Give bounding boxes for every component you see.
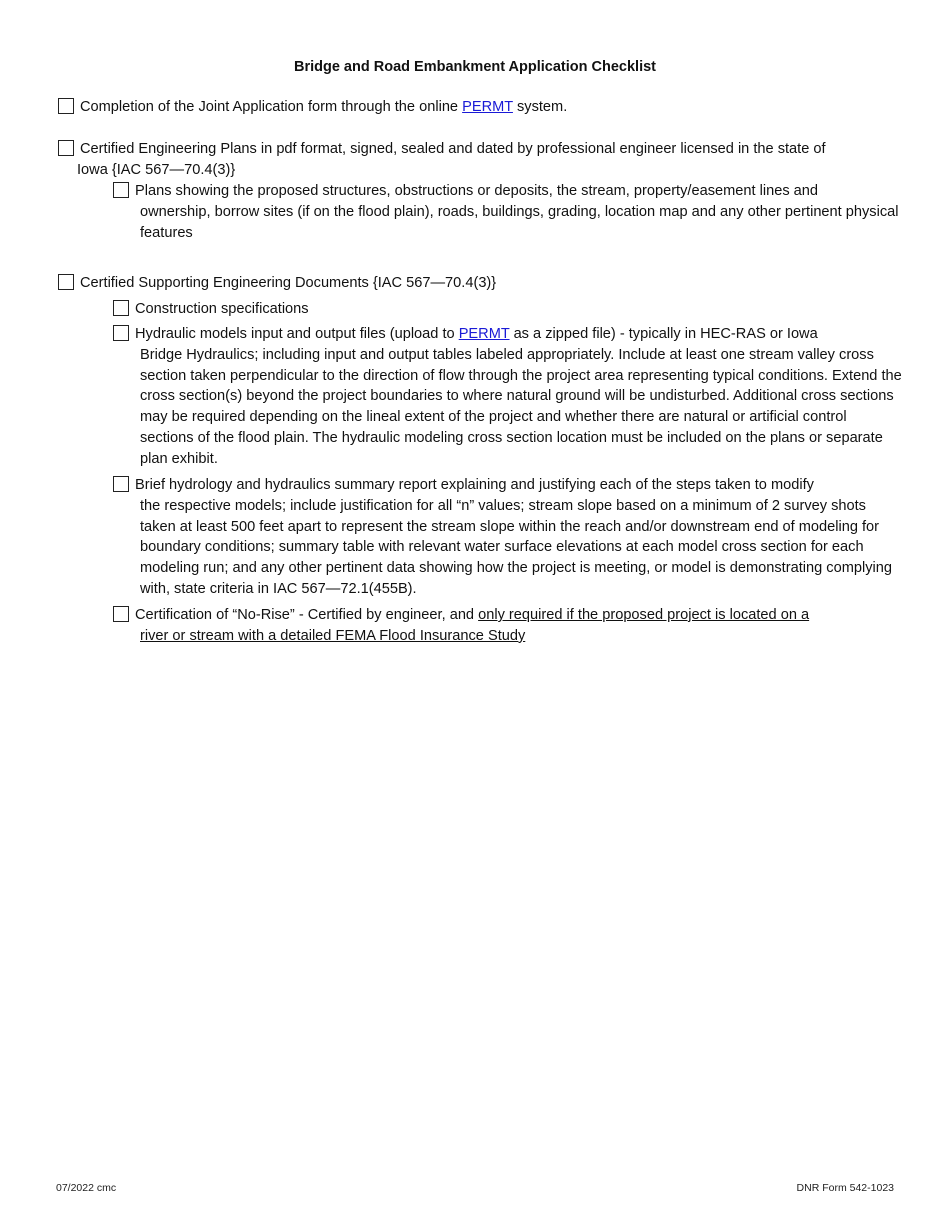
checklist-item-certified-plans: [57, 139, 897, 181]
hydraulic-models-rest: Bridge Hydraulics; including input and output tables labeled appropriately. Include at least one stream valley cross section taken perpendicular to the direction of flow through the project area representing typical conditions. Extend the cross section(s) beyond the project boundaries to where natural ground will be undisturbed. Additional cross sections may be required depending on the lineal extent of the project and whether there are natural or artificial control sections of the flood plain. The hydraulic modeling cross section location must be included on the plans or separate plan exhibit.: [140, 346, 902, 467]
hydrology-report-rest: the respective models; include justification for all “n” values; stream slope based on a minimum of 2 survey shots taken at least 500 feet apart to represent the stream slope within the reach and/or downstream end of modeling for boundary conditions; summary table with relevant water surface elevations at each model cross section for each modeling run; and any other pertinent data showing how the project is meeting, or model is demonstrating complying with, state criteria in IAC 567—72.1(455B).: [140, 497, 892, 597]
permt-link[interactable]: PERMT: [462, 99, 513, 115]
page-title: Bridge and Road Embankment Application Checklist: [293, 59, 657, 75]
supporting-docs-label: Certified Supporting Engineering Documents {IAC 567—70.4(3)}: [80, 275, 497, 291]
checklist-subitem-plans-showing: [113, 181, 903, 243]
checklist-subitem-construction-specs: [113, 299, 903, 320]
certified-plans-line1: Certified Engineering Plans in pdf format, signed, sealed and dated by professional engineer licensed in the state of: [80, 141, 826, 157]
footer-date: 07/2022 cmc: [56, 1182, 117, 1194]
checkbox-construction-specs[interactable]: [113, 300, 129, 316]
checklist-item-joint-application: [57, 97, 897, 118]
checkbox-supporting-docs[interactable]: [58, 274, 74, 290]
checkbox-hydrology-report[interactable]: [113, 476, 129, 492]
joint-application-text: Completion of the Joint Application form through the online: [80, 99, 463, 115]
checklist-subitem-hydraulic-models: [113, 324, 903, 470]
permt-link-hydraulic[interactable]: PERMT: [458, 326, 510, 342]
checklist-subitem-hydrology-report: [113, 475, 903, 600]
no-rise-condition-line2: river or stream with a detailed FEMA Flood Insurance Study: [140, 627, 526, 644]
footer-form-number: DNR Form 542-1023: [796, 1182, 894, 1194]
joint-application-text-end: system.: [512, 99, 568, 115]
checkbox-hydraulic-models[interactable]: [113, 325, 129, 341]
hydrology-report-line1: Brief hydrology and hydraulics summary report explaining and justifying each of the steps taken to modify: [135, 477, 814, 493]
checklist-subitem-no-rise: [113, 605, 903, 647]
checkbox-joint-application[interactable]: [58, 98, 74, 114]
checkbox-no-rise[interactable]: [113, 606, 129, 622]
certified-plans-line2: Iowa {IAC 567—70.4(3)}: [77, 161, 236, 178]
construction-specs-label: Construction specifications: [135, 301, 309, 317]
checkbox-plans-showing[interactable]: [113, 182, 129, 198]
plans-showing-rest: ownership, borrow sites (if on the flood plain), roads, buildings, grading, location map and any other pertinent physical features: [140, 203, 899, 241]
no-rise-condition-line1: only required if the proposed project is located on a: [478, 607, 810, 623]
checkbox-certified-plans[interactable]: [58, 140, 74, 156]
no-rise-text: Certification of “No-Rise” - Certified by engineer, and: [135, 607, 479, 623]
plans-showing-line1: Plans showing the proposed structures, obstructions or deposits, the stream, property/easement lines and: [135, 183, 819, 199]
hydraulic-models-text: Hydraulic models input and output files (upload to: [135, 326, 459, 342]
hydraulic-models-text-end: as a zipped file) - typically in HEC-RAS or Iowa: [509, 326, 818, 342]
checklist-item-supporting-docs: [57, 273, 897, 294]
